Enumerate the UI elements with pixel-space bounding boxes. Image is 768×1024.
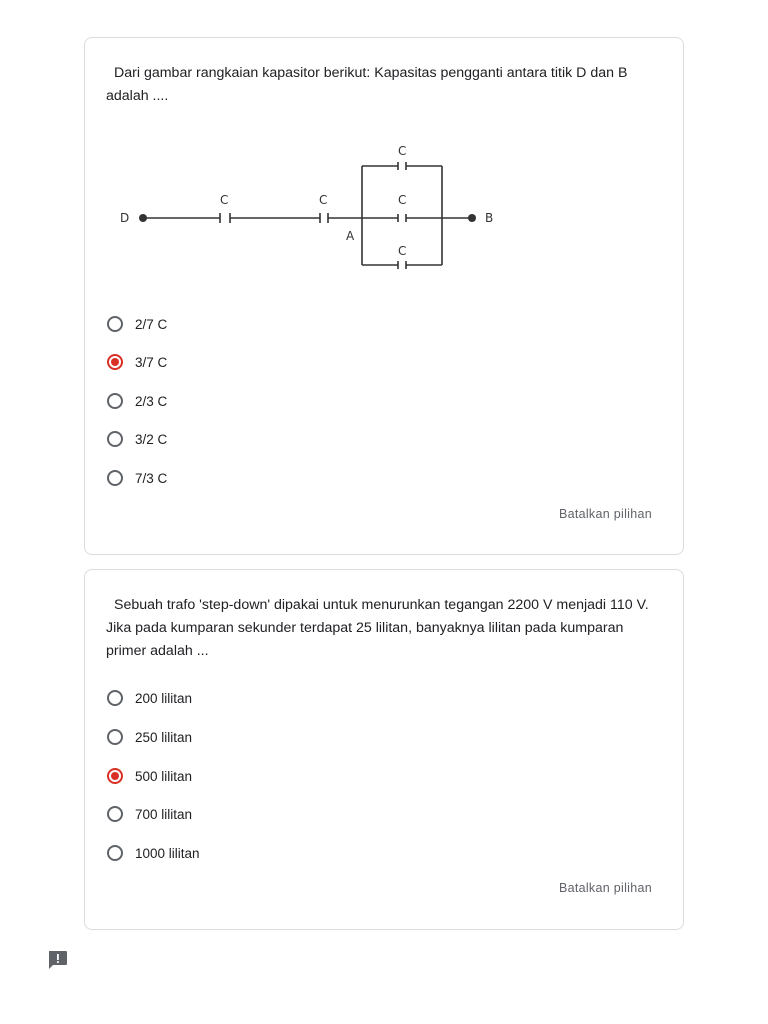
radio-unchecked-icon[interactable] <box>107 690 123 706</box>
clear-selection-button[interactable]: Batalkan pilihan <box>558 507 652 521</box>
option-2-3c[interactable] <box>107 389 167 413</box>
node-d-dot <box>139 214 147 222</box>
option-label: 250 lilitan <box>135 729 193 745</box>
option-3-7c[interactable] <box>107 350 167 374</box>
option-label: 700 lilitan <box>135 806 193 822</box>
label-d: D <box>120 211 130 225</box>
radio-unchecked-icon[interactable] <box>107 431 123 447</box>
question-card-2 <box>84 569 684 930</box>
label-a: A <box>346 229 355 243</box>
label-c4: C <box>398 193 407 207</box>
option-label: 200 lilitan <box>135 690 193 706</box>
radio-unchecked-icon[interactable] <box>107 470 123 486</box>
label-c5: C <box>398 244 407 258</box>
option-label: 2/3 C <box>135 393 168 409</box>
question-text: Dari gambar rangkaian kapasitor berikut: Kapasitas pengganti antara titik D dan B adalah .... <box>106 65 628 104</box>
option-label: 3/7 C <box>135 354 168 370</box>
question-text: Sebuah trafo 'step-down' dipakai untuk menurunkan tegangan 2200 V menjadi 110 V. Jika pada kumparan sekunder terdapat 25 lilitan, banyaknya lilitan pada kumparan primer adalah ... <box>106 597 649 659</box>
label-c3: C <box>398 144 407 158</box>
option-label: 2/7 C <box>135 316 168 332</box>
option-7-3c[interactable] <box>107 466 167 490</box>
option-1000-lilitan[interactable] <box>107 841 200 865</box>
option-label: 3/2 C <box>135 431 168 447</box>
radio-unchecked-icon[interactable] <box>107 393 123 409</box>
option-label: 500 lilitan <box>135 768 193 784</box>
radio-unchecked-icon[interactable] <box>107 729 123 745</box>
radio-unchecked-icon[interactable] <box>107 316 123 332</box>
radio-checked-icon[interactable] <box>107 768 123 784</box>
option-label: 1000 lilitan <box>135 845 200 861</box>
option-label: 7/3 C <box>135 470 168 486</box>
option-250-lilitan[interactable] <box>107 725 192 749</box>
radio-checked-icon[interactable] <box>107 354 123 370</box>
option-200-lilitan[interactable] <box>107 686 192 710</box>
label-b: B <box>485 211 494 225</box>
clear-selection-button[interactable]: Batalkan pilihan <box>558 881 652 895</box>
question-card-1 <box>84 37 684 555</box>
label-c1: C <box>220 193 229 207</box>
report-feedback-icon[interactable] <box>47 950 68 970</box>
node-b-dot <box>468 214 476 222</box>
option-500-lilitan[interactable] <box>107 764 192 788</box>
radio-unchecked-icon[interactable] <box>107 806 123 822</box>
option-3-2c[interactable] <box>107 427 167 451</box>
option-2-7c[interactable] <box>107 312 167 336</box>
option-700-lilitan[interactable] <box>107 802 192 826</box>
capacitor-circuit-diagram <box>115 138 515 278</box>
radio-unchecked-icon[interactable] <box>107 845 123 861</box>
label-c2: C <box>319 193 328 207</box>
